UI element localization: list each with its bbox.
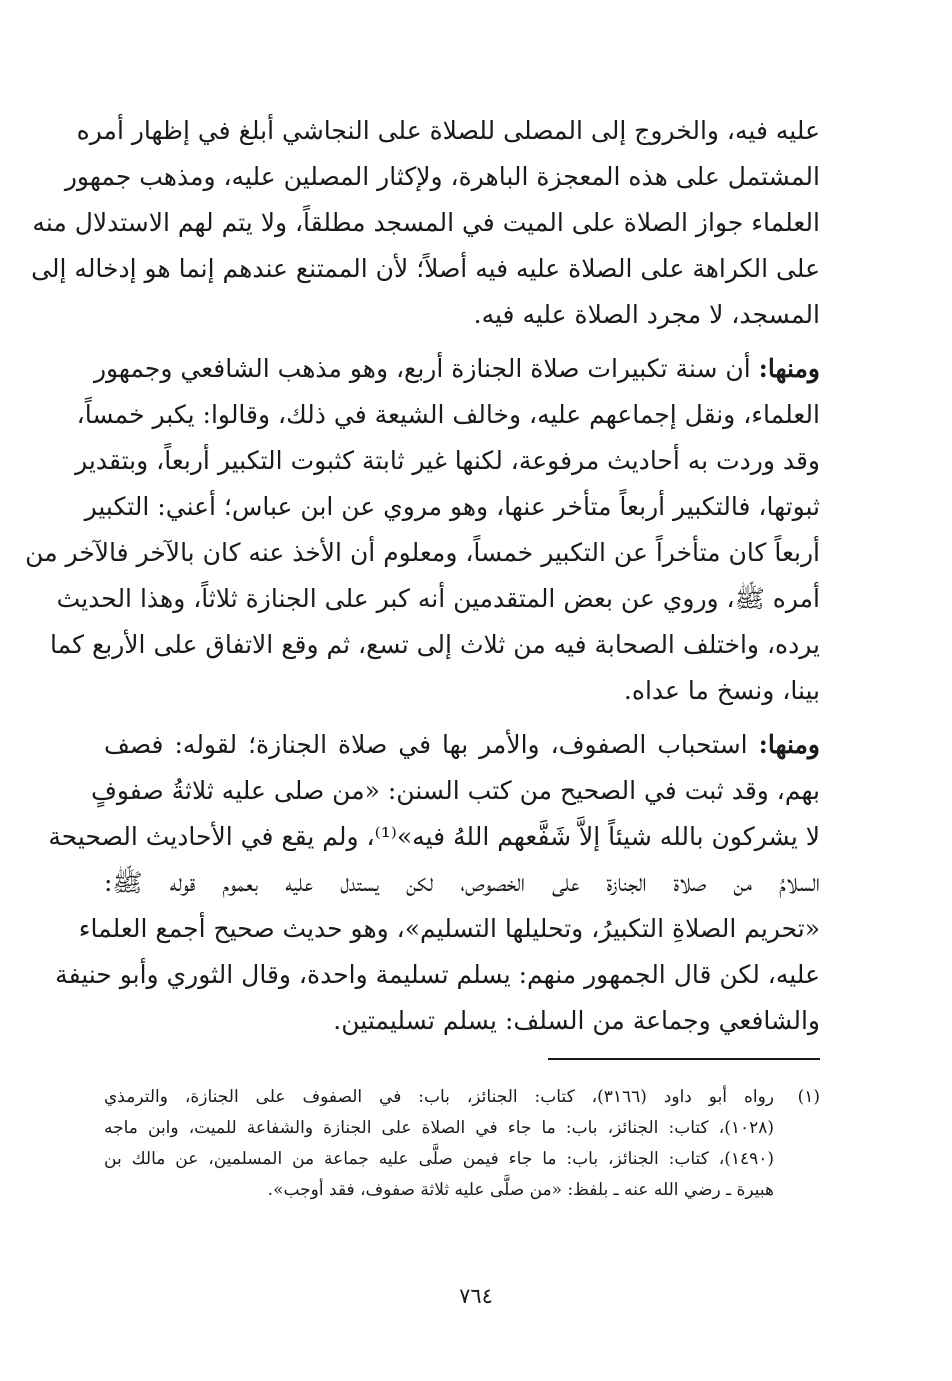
text-line: عليه، لكن قال الجمهور منهم: يسلم تسليمة واحدة، وقال الثوري وأبو حنيفة <box>55 960 820 989</box>
text-line: المشتمل على هذه المعجزة الباهرة، ولإكثار المصلين عليه، ومذهب جمهور <box>64 162 820 191</box>
text-line: وقد وردت به أحاديث مرفوعة، لكنها غير ثابتة كثبوت التكبير أربعاً، وبتقدير <box>75 446 820 475</box>
paragraph-lead: ومنها: <box>758 730 820 759</box>
footnote-line <box>104 1082 820 1113</box>
text-line: يرده، واختلف الصحابة فيه من ثلاث إلى تسع، ثم وقع الاتفاق على الأربع كما <box>50 630 820 659</box>
paragraph-2 <box>25 346 820 714</box>
footnote-separator <box>548 1058 820 1060</box>
text-line: على الكراهة على الصلاة عليه فيه أصلاً؛ لأن الممتنع عندهم إنما هو إدخاله إلى <box>31 254 820 283</box>
text-line: السلامُ من صلاة الجنازة على الخصوص، لكن يستدل عليه بعموم قوله ﷺ: <box>104 868 820 897</box>
text-line <box>104 722 820 768</box>
paragraph-1 <box>31 108 820 338</box>
text-line: بهم، وقد ثبت في الصحيح من كتب السنن: «من صلى عليه ثلاثةُ صفوفٍ <box>90 776 820 805</box>
text-line: العلماء جواز الصلاة على الميت في المسجد مطلقاً، ولا يتم لهم الاستدلال منه <box>32 208 820 237</box>
text-line: أمره ﷺ، وروي عن بعض المتقدمين أنه كبر على الجنازة ثلاثاً، وهذا الحديث <box>56 584 820 613</box>
footnote-marker: (١) <box>797 1087 820 1107</box>
paragraph-lead: ومنها: <box>758 354 820 383</box>
text-line: والشافعي وجماعة من السلف: يسلم تسليمتين. <box>333 1006 820 1035</box>
paragraph-3 <box>48 722 820 1044</box>
text-line: «تحريم الصلاةِ التكبيرُ، وتحليلها التسليم»، وهو حديث صحيح أجمع العلماء <box>78 914 820 943</box>
footnotes <box>104 1082 820 1206</box>
text-line: لا يشركون بالله شيئاً إلاَّ شَفَّعهم اللهُ فيه»⁽¹⁾، ولم يقع في الأحاديث الصحيحة <box>48 822 820 851</box>
text-line: العلماء، ونقل إجماعهم عليه، وخالف الشيعة في ذلك، وقالوا: يكبر خمساً، <box>76 400 820 429</box>
text-line: ثبوتها، فالتكبير أربعاً متأخر عنها، وهو مروي عن ابن عباس؛ أعني: التكبير <box>84 492 820 521</box>
text-span: استحباب الصفوف، والأمر بها في صلاة الجنازة؛ لقوله: فصف <box>104 730 759 759</box>
text-line <box>93 346 820 392</box>
text-line: عليه فيه، والخروج إلى المصلى للصلاة على النجاشي أبلغ في إظهار أمره <box>76 116 820 145</box>
page-number: ٧٦٤ <box>459 1284 493 1308</box>
footnote-line: هبيرة ـ رضي الله عنه ـ بلفظ: «من صلَّى عليه ثلاثة صفوف، فقد أوجب». <box>267 1180 774 1200</box>
text-line: أربعاً كان متأخراً عن التكبير خمساً، ومعلوم أن الأخذ عنه كان بالآخر فالآخر من <box>25 538 820 567</box>
text-line: بينا، ونسخ ما عداه. <box>623 676 820 705</box>
footnote-line: (١٤٩٠)، كتاب: الجنائز، باب: ما جاء فيمن صلَّى عليه جماعة من المسلمين، عن مالك بن <box>104 1149 774 1169</box>
text-line: المسجد، لا مجرد الصلاة عليه فيه. <box>473 300 820 329</box>
footnote-text: رواه أبو داود (٣١٦٦)، كتاب: الجنائز، باب: في الصفوف على الجنازة، والترمذي <box>104 1087 774 1107</box>
text-span: أن سنة تكبيرات صلاة الجنازة أربع، وهو مذهب الشافعي وجمهور <box>93 354 759 383</box>
footnote-line: (١٠٢٨)، كتاب: الجنائز، باب: ما جاء في الصلاة على الجنازة والشفاعة للميت، وابن ماجه <box>104 1118 774 1138</box>
